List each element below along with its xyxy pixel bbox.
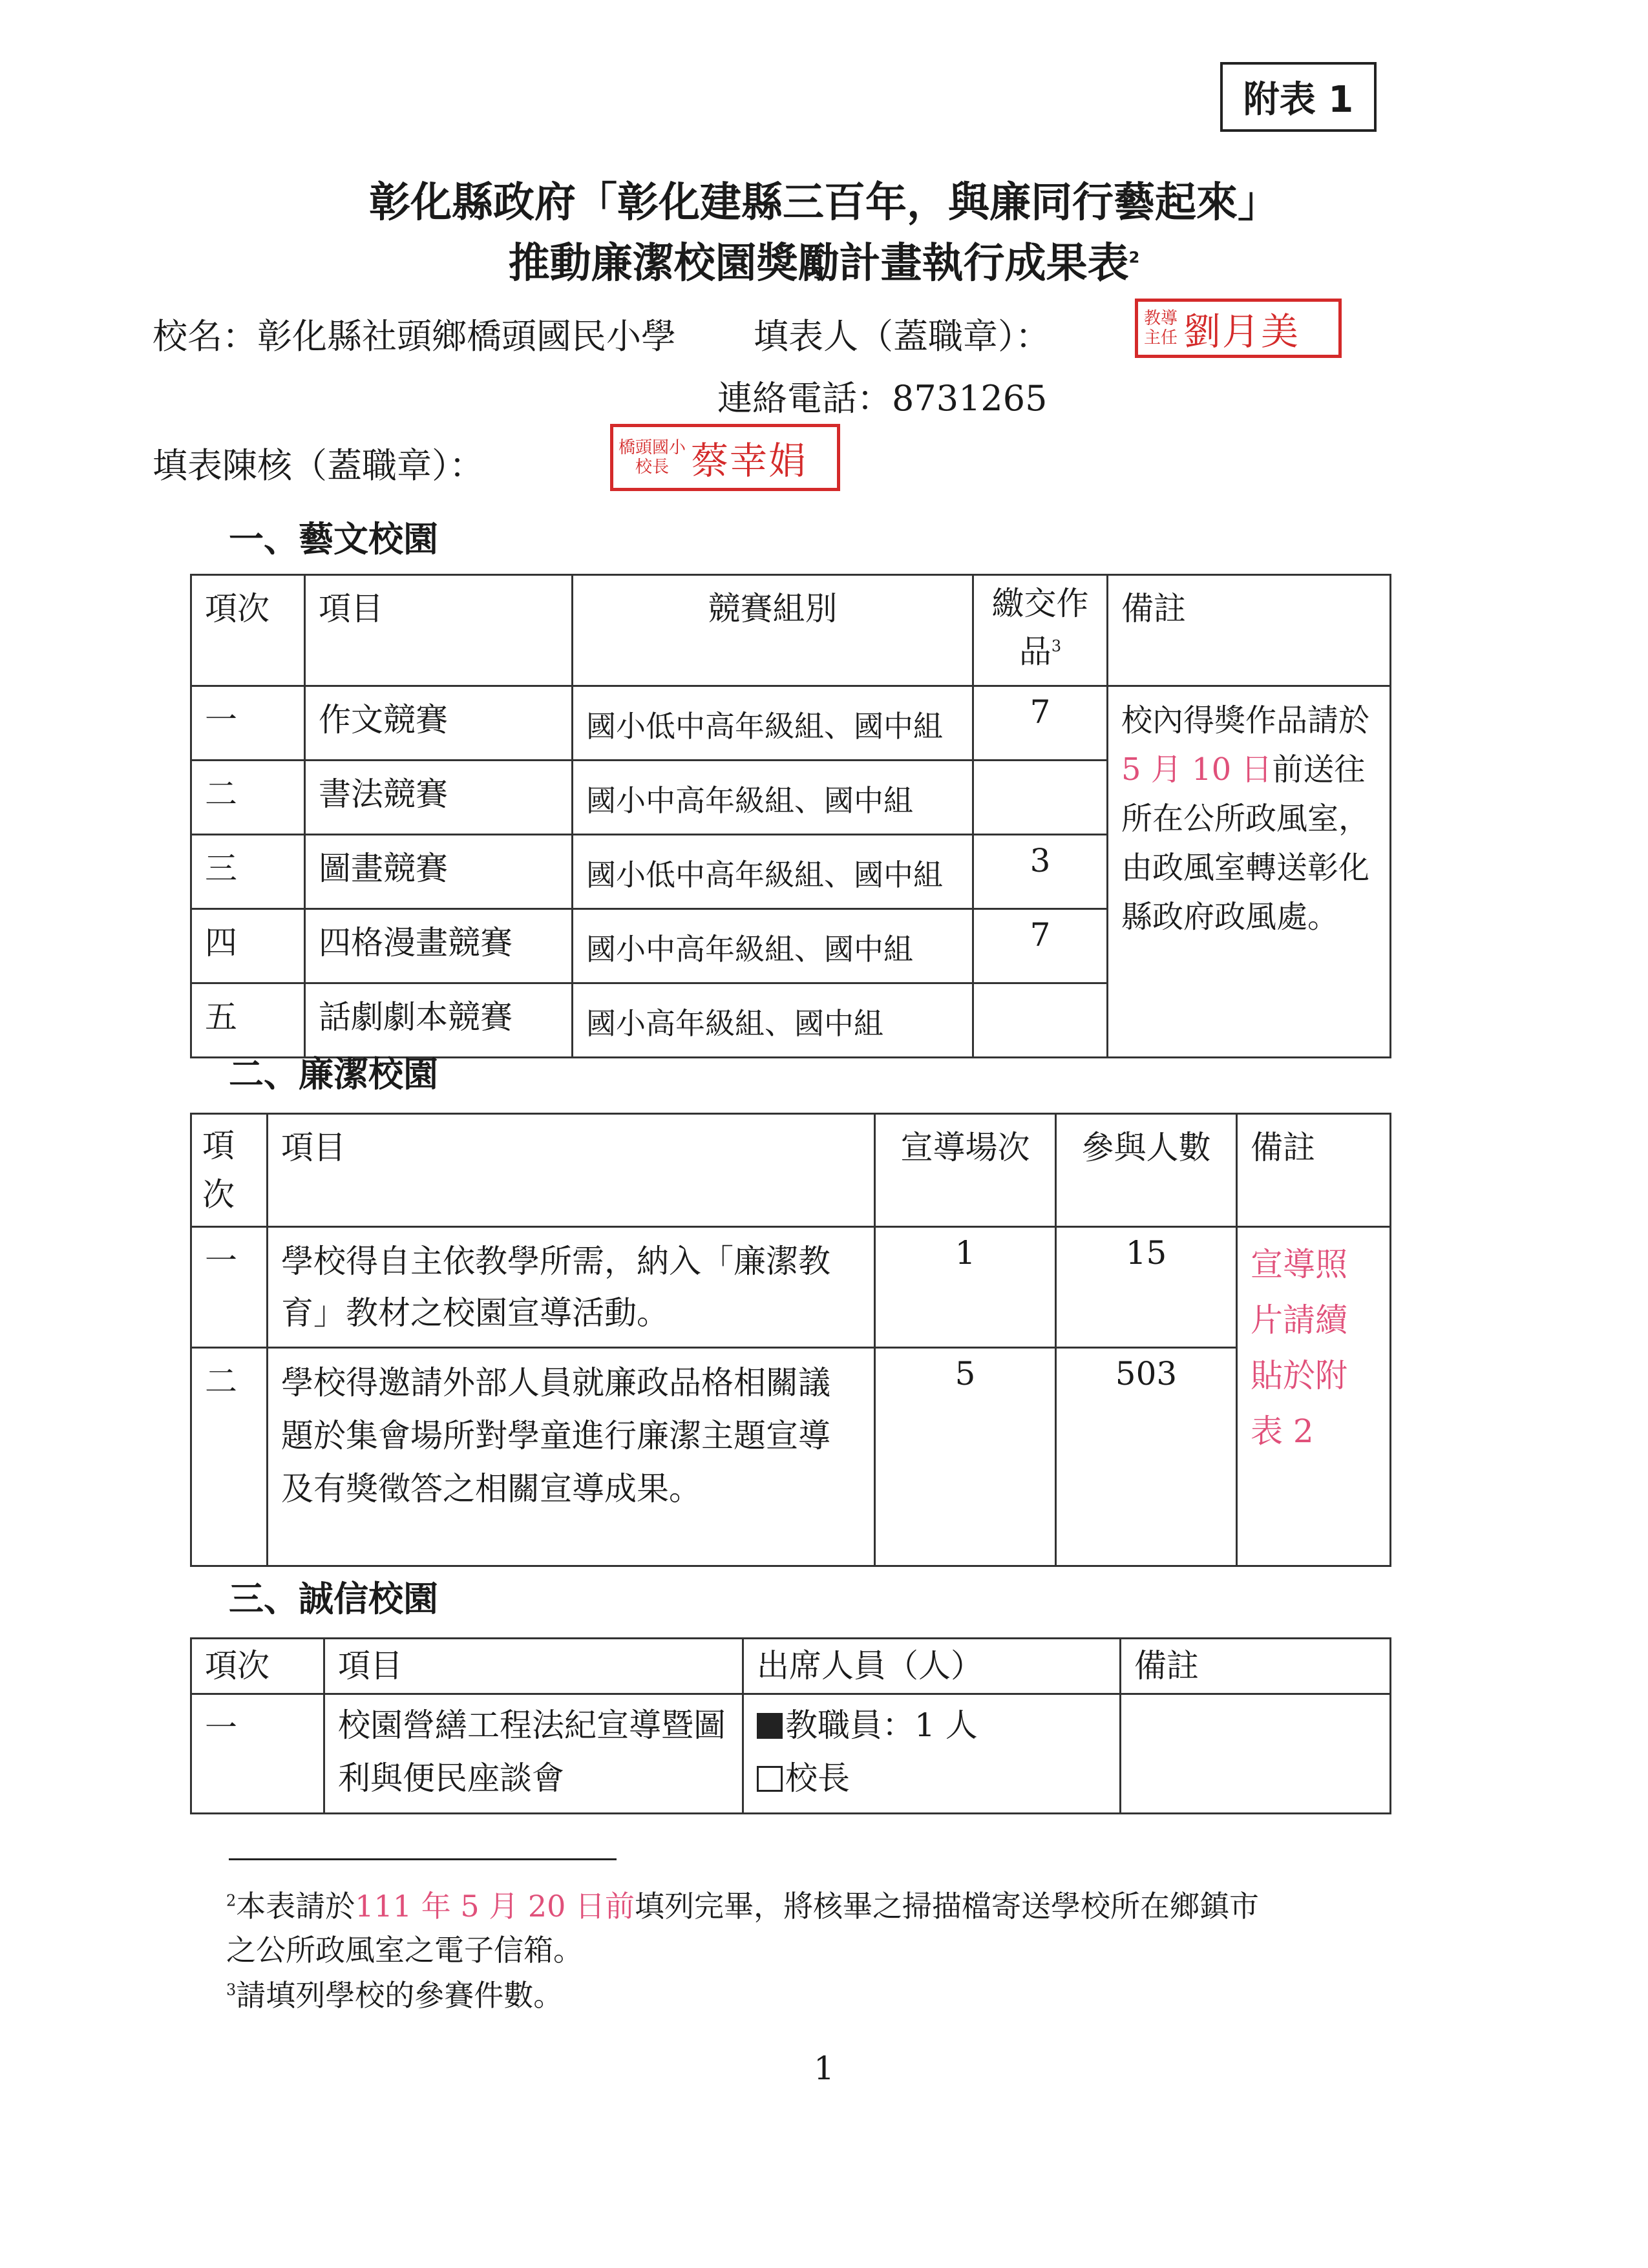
arts-remark: 校內得獎作品請於5 月 10 日前送往所在公所政風室，由政風室轉送彰化縣政府政風處。 xyxy=(1108,686,1391,1058)
footnote-2-line2: 之公所政風室之電子信箱。 xyxy=(226,1933,583,1968)
header-participants: 參與人數 xyxy=(1056,1114,1237,1227)
row-remark xyxy=(1121,1694,1391,1814)
arts-table-header xyxy=(191,575,1391,686)
attendee-option-principal: 校長 xyxy=(757,1752,1106,1805)
page-number: 1 xyxy=(814,2050,834,2087)
integrity-table-header xyxy=(191,1114,1391,1227)
header-remark: 備註 xyxy=(1121,1639,1391,1694)
checked-box-icon xyxy=(757,1713,783,1739)
footnote-divider xyxy=(229,1858,617,1860)
row-item: 學校得邀請外部人員就廉政品格相關議題於集會場所對學童進行廉潔主題宣導及有獎徵答之相關宣導成果。 xyxy=(268,1348,875,1566)
header-item: 項目 xyxy=(324,1639,743,1694)
footnote-2: $^2$本表請於111 年 5 月 20 日前填列完畢，將核畢之掃描檔寄送學校所在鄉鎮市 xyxy=(226,1889,1259,1924)
row-participants: 503 xyxy=(1056,1348,1237,1566)
row-item: 學校得自主依教學所需，納入「廉潔教育」教材之校園宣導活動。 xyxy=(268,1227,875,1348)
title-line-1: 彰化縣政府「彰化建縣三百年，與廉同行藝起來」 xyxy=(369,179,1279,227)
row-submitted: 7 xyxy=(973,909,1108,983)
row-item: 四格漫畫競賽 xyxy=(305,909,573,983)
approver-stamp: 橋頭國小校長 蔡幸娟 xyxy=(610,424,840,491)
row-group: 國小低中高年級組、國中組 xyxy=(573,686,973,761)
header-remark: 備註 xyxy=(1108,575,1391,686)
row-item: 圖畫競賽 xyxy=(305,835,573,909)
row-group: 國小中高年級組、國中組 xyxy=(573,909,973,983)
header-item: 項目 xyxy=(268,1114,875,1227)
filler-stamp: 教導主任 劉月美 xyxy=(1135,299,1342,358)
row-no: 三 xyxy=(191,835,305,909)
header-no: 項次 xyxy=(191,1114,268,1227)
school-name: 校名：彰化縣社頭鄉橋頭國民小學 xyxy=(153,316,676,357)
row-no: 一 xyxy=(191,686,305,761)
approver-label: 填表陳核（蓋職章）： xyxy=(153,445,484,486)
row-no: 一 xyxy=(191,1694,324,1814)
header-submitted: 繳交作品$^3$ xyxy=(973,575,1108,686)
row-submitted xyxy=(973,761,1108,835)
table-row xyxy=(191,686,1391,761)
appendix-label: 附表 1 xyxy=(1220,62,1377,132)
unchecked-box-icon xyxy=(757,1766,783,1792)
row-sessions: 5 xyxy=(875,1348,1056,1566)
phone-number: 連絡電話：8731265 xyxy=(717,378,1048,419)
row-group: 國小低中高年級組、國中組 xyxy=(573,835,973,909)
table-row xyxy=(191,1227,1391,1348)
attendees-options xyxy=(743,1694,1121,1814)
row-item: 校園營繕工程法紀宣導暨圖利與便民座談會 xyxy=(324,1694,743,1814)
footnote-3: $^3$請填列學校的參賽件數。 xyxy=(226,1978,564,2013)
table-row xyxy=(191,1348,1391,1566)
arts-table xyxy=(190,574,1391,1058)
integrity-table xyxy=(190,1113,1391,1567)
row-item: 話劇劇本競賽 xyxy=(305,983,573,1058)
section2-heading: 二、廉潔校園 xyxy=(229,1054,438,1095)
honesty-table-header xyxy=(191,1639,1391,1694)
row-no: 五 xyxy=(191,983,305,1058)
header-no: 項次 xyxy=(191,575,305,686)
header-remark: 備註 xyxy=(1237,1114,1391,1227)
title-line-2: 推動廉潔校園獎勵計畫執行成果表$^2$ xyxy=(508,240,1140,288)
row-participants: 15 xyxy=(1056,1227,1237,1348)
filler-label: 填表人（蓋職章）： xyxy=(754,316,1050,357)
header-group: 競賽組別 xyxy=(573,575,973,686)
row-submitted: 7 xyxy=(973,686,1108,761)
header-sessions: 宣導場次 xyxy=(875,1114,1056,1227)
attendee-option-staff: 教職員：1 人 xyxy=(757,1699,1106,1752)
row-group: 國小中高年級組、國中組 xyxy=(573,761,973,835)
table-row xyxy=(191,1694,1391,1814)
header-attendees: 出席人員（人） xyxy=(743,1639,1121,1694)
row-sessions: 1 xyxy=(875,1227,1056,1348)
row-item: 書法競賽 xyxy=(305,761,573,835)
row-no: 二 xyxy=(191,761,305,835)
row-submitted xyxy=(973,983,1108,1058)
row-submitted: 3 xyxy=(973,835,1108,909)
header-item: 項目 xyxy=(305,575,573,686)
honesty-table xyxy=(190,1637,1391,1814)
header-no: 項次 xyxy=(191,1639,324,1694)
row-group: 國小高年級組、國中組 xyxy=(573,983,973,1058)
row-item: 作文競賽 xyxy=(305,686,573,761)
row-no: 四 xyxy=(191,909,305,983)
integrity-remark: 宣導照片請續貼於附表 2 xyxy=(1237,1227,1391,1566)
section1-heading: 一、藝文校園 xyxy=(229,519,438,560)
row-no: 一 xyxy=(191,1227,268,1348)
row-no: 二 xyxy=(191,1348,268,1566)
section3-heading: 三、誠信校園 xyxy=(229,1579,438,1619)
